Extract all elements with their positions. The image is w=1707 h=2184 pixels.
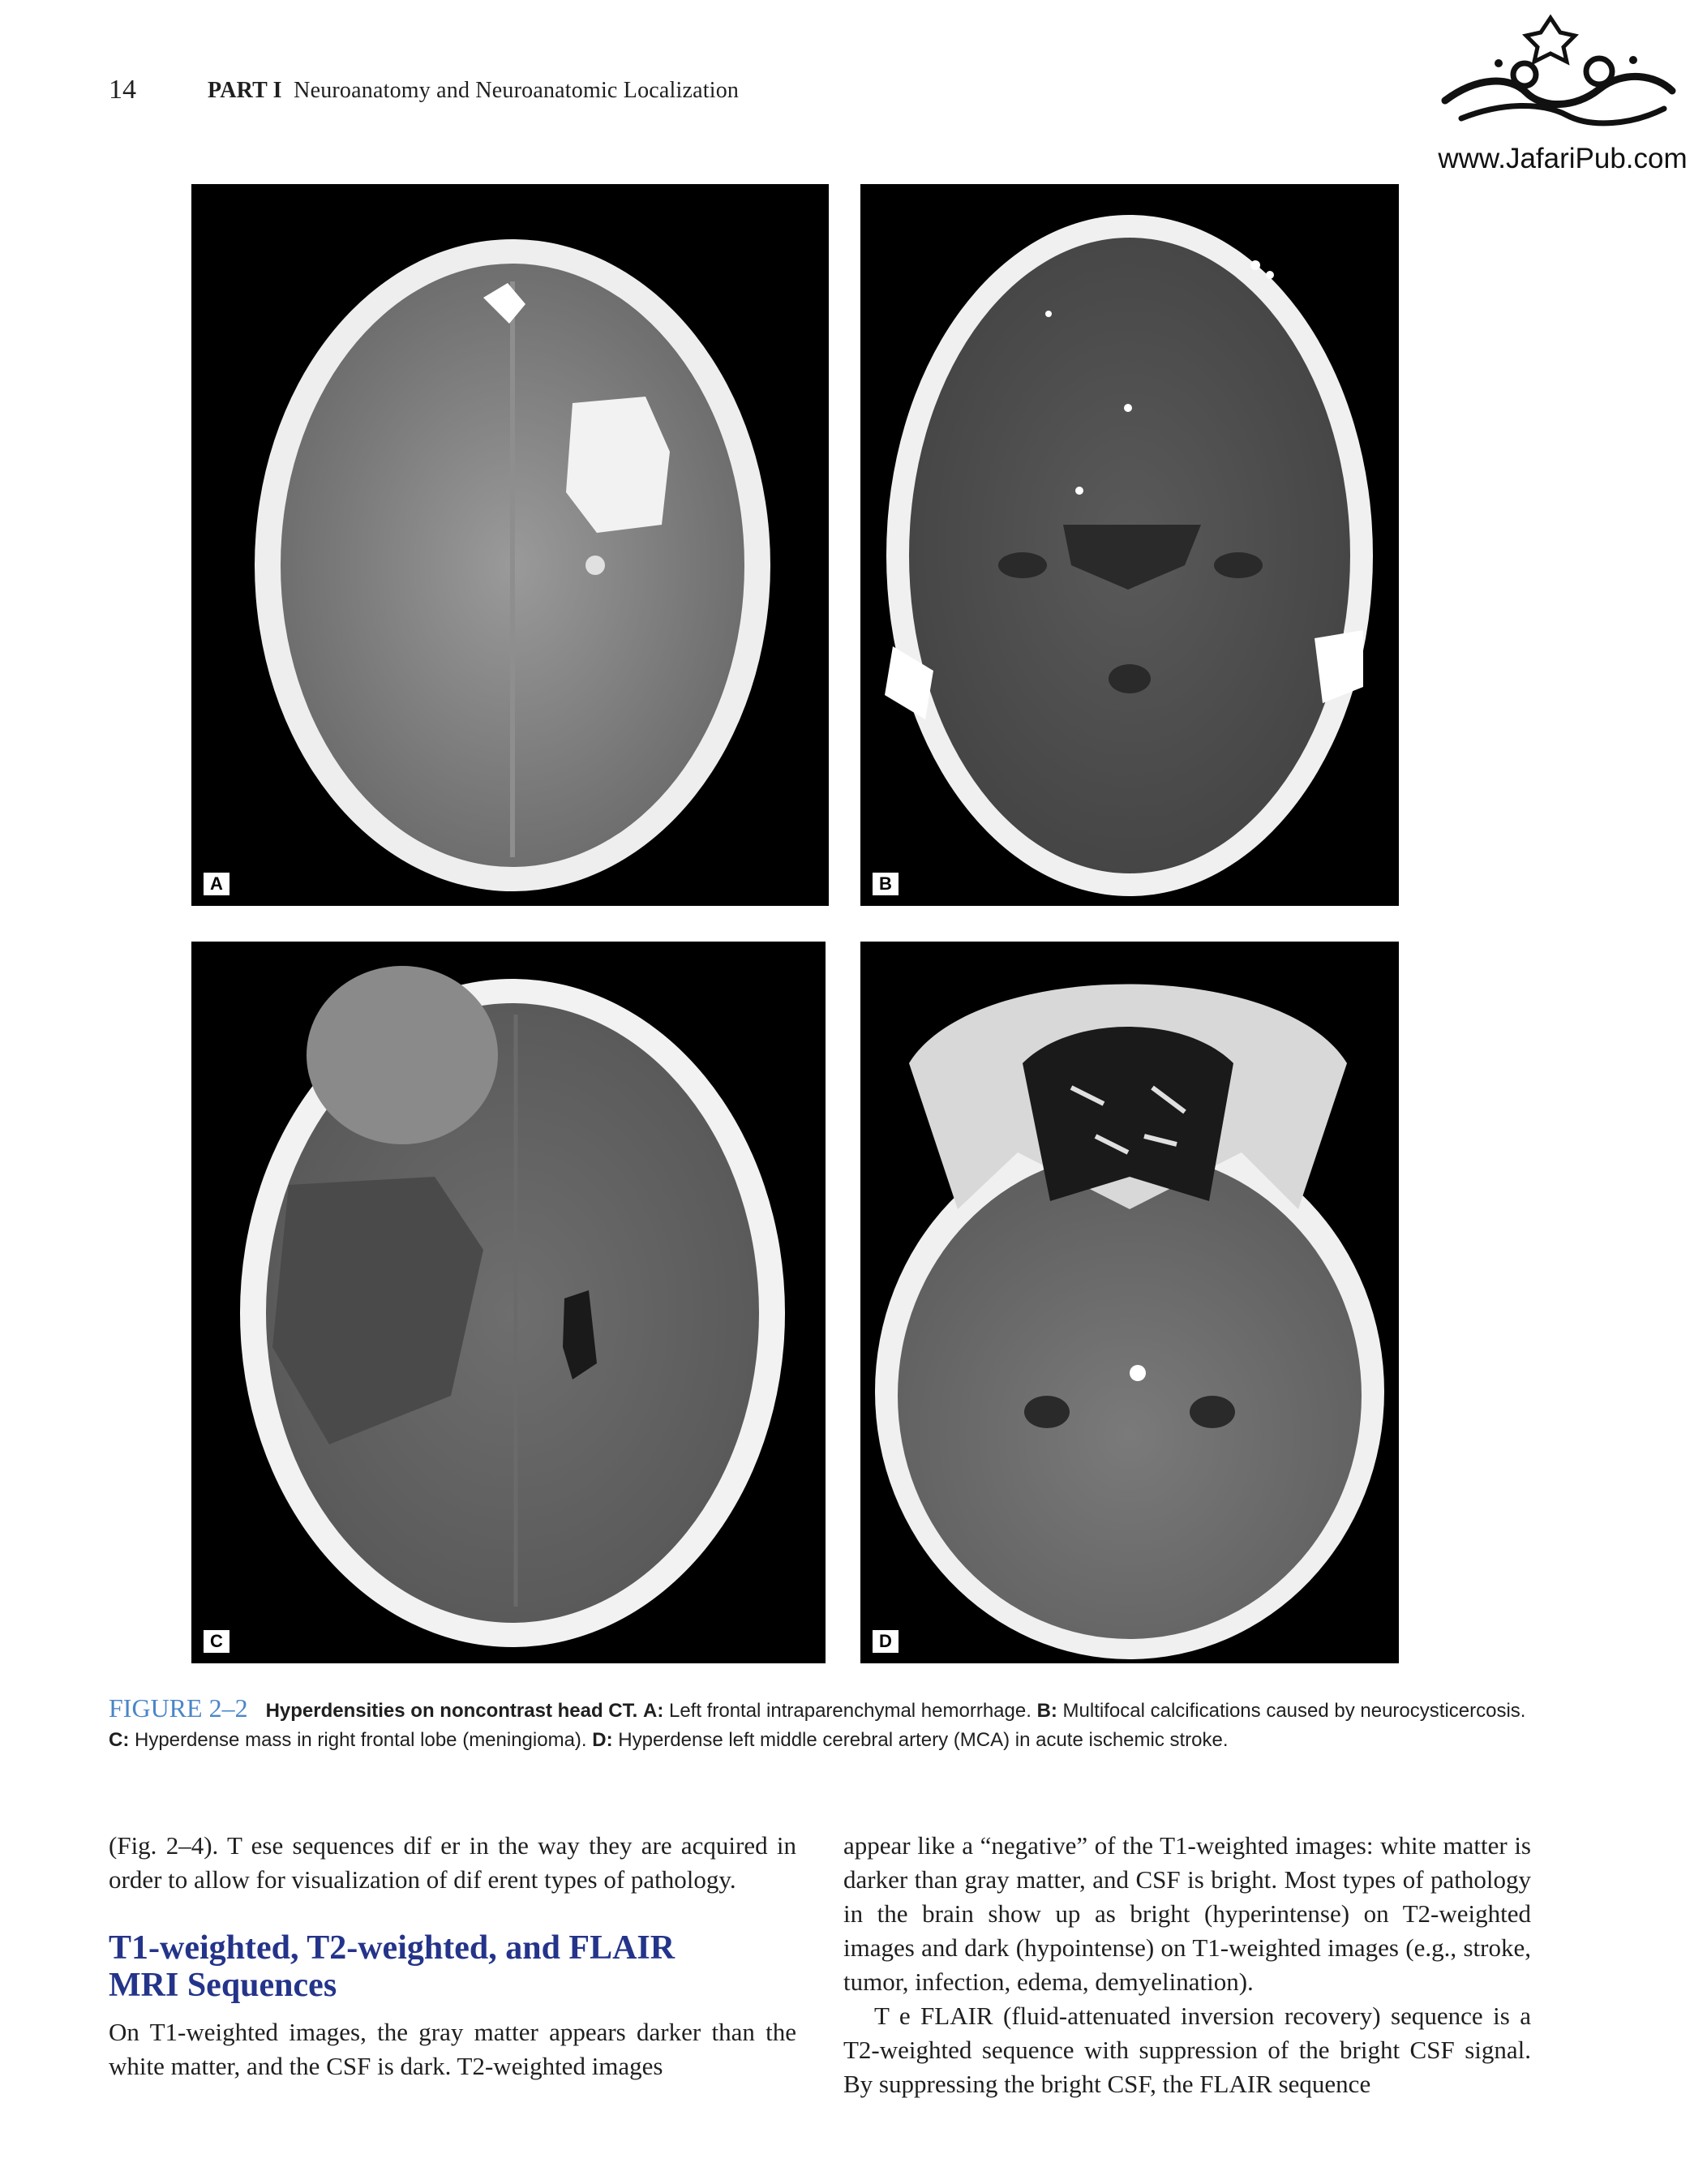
caption-title: Hyperdensities on noncontrast head CT. xyxy=(265,1700,638,1722)
part-label: PART I xyxy=(208,78,282,103)
panel-label-b: B xyxy=(872,872,899,896)
ct-panel-a xyxy=(191,184,829,906)
page-number: 14 xyxy=(109,75,136,105)
panel-label-c: C xyxy=(203,1629,230,1654)
panel-label-a: A xyxy=(203,872,230,896)
caption-text-a: Left frontal intraparenchymal hemorrhage. xyxy=(663,1700,1037,1722)
ct-image-c xyxy=(191,942,826,1663)
section-heading xyxy=(109,1929,796,2004)
body-paragraph: On T1-weighted images, the gray matter appears darker than the white matter, and the CSF is dark. T2-weighted images xyxy=(109,2018,796,2080)
section-heading-line1: T1-weighted, T2-weighted, and FLAIR xyxy=(109,1929,676,1967)
ct-image-b xyxy=(860,184,1399,906)
caption-key-c: C: xyxy=(109,1729,130,1751)
ct-image-a xyxy=(191,184,829,906)
section-heading-line2: MRI Sequences xyxy=(109,1967,337,2004)
caption-key-d: D: xyxy=(592,1729,613,1751)
panel-label-d: D xyxy=(872,1629,899,1654)
figure-label: FIGURE 2–2 xyxy=(109,1693,248,1723)
body-column-left xyxy=(109,1829,796,2083)
caption-key-b: B: xyxy=(1036,1700,1057,1722)
part-title: Neuroanatomy and Neuroanatomic Localization xyxy=(294,78,740,103)
running-head xyxy=(208,78,739,104)
figure-caption xyxy=(109,1693,1536,1755)
caption-text-d: Hyperdense left middle cerebral artery (MCA) in acute ischemic stroke. xyxy=(612,1729,1229,1751)
ct-panel-c xyxy=(191,942,826,1663)
body-paragraph: (Fig. 2–4). T ese sequences dif er in the way they are acquired in order to allow for visualization of dif erent types of pathology. xyxy=(109,1831,796,1894)
publisher-url: www.JafariPub.com xyxy=(1438,143,1688,174)
caption-text-b: Multifocal calcifications caused by neurocysticercosis. xyxy=(1057,1700,1526,1722)
publisher-logo-mark xyxy=(1429,11,1688,133)
body-paragraph: appear like a “negative” of the T1-weighted images: white matter is darker than gray matter, and CSF is bright. Most types of pathology in the brain show up as bright (hyperintense) on T2-weighted images and dark (hypointense) on T1-weighted images (e.g., stroke, tumor, infection, edema, demyelination). xyxy=(843,1831,1531,1996)
body-column-right xyxy=(843,1829,1531,2101)
ct-image-d xyxy=(860,942,1399,1663)
ct-panel-b xyxy=(860,184,1399,906)
caption-key-a: A: xyxy=(642,1700,664,1722)
publisher-logo xyxy=(1429,11,1688,133)
body-paragraph: T e FLAIR (fluid-attenuated inversion recovery) sequence is a T2-weighted sequence with suppression of the bright CSF signal. By suppressing the bright CSF, the FLAIR sequence xyxy=(843,2002,1531,2098)
ct-panel-d xyxy=(860,942,1399,1663)
caption-text-c: Hyperdense mass in right frontal lobe (meningioma). xyxy=(129,1729,593,1751)
